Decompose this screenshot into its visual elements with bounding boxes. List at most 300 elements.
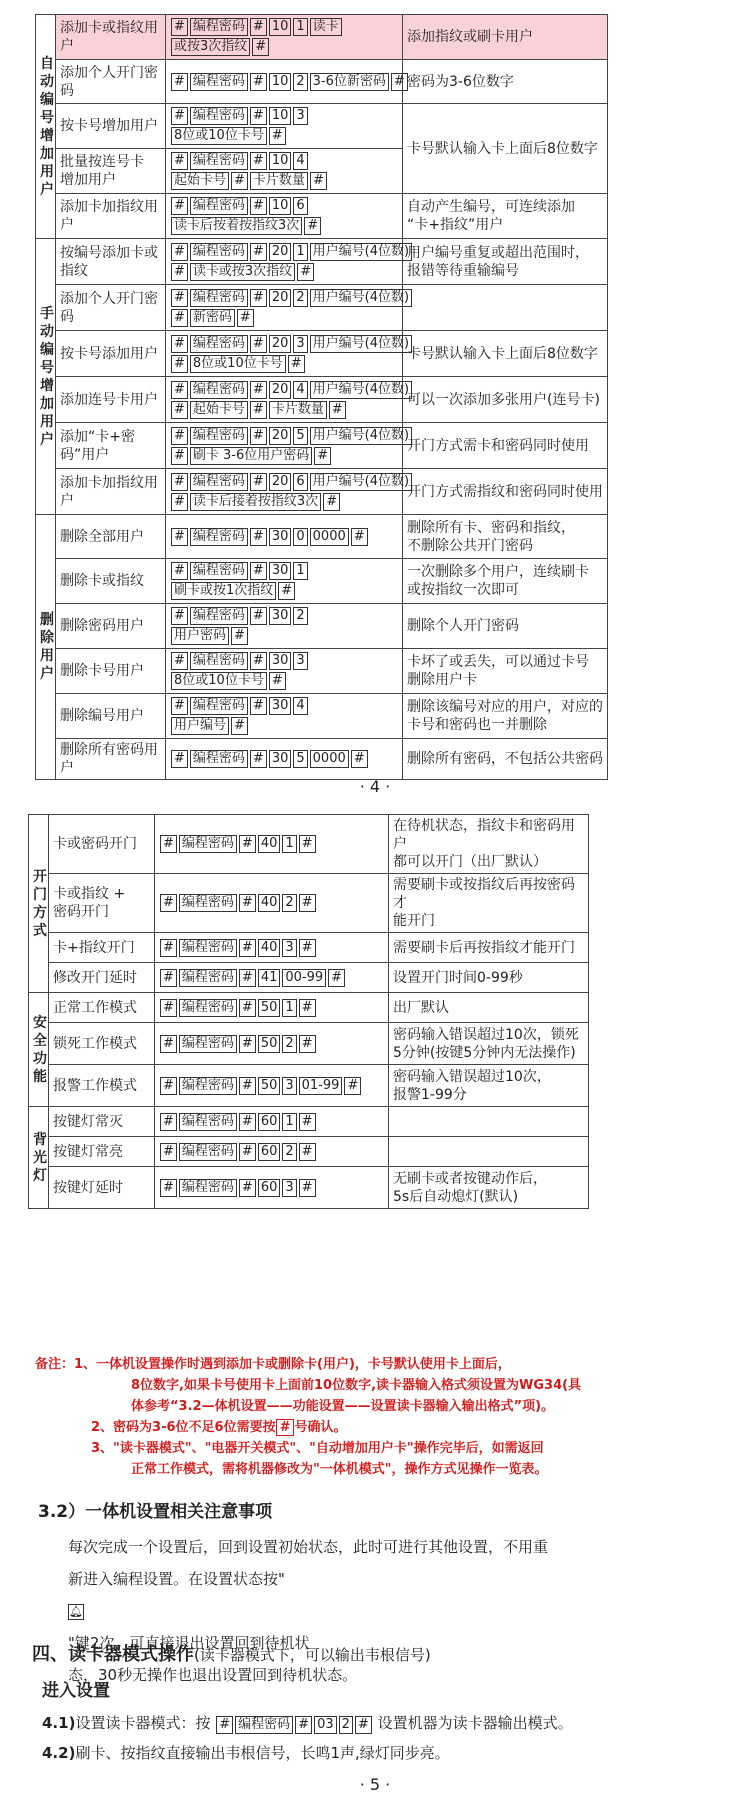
key-box: #: [160, 1179, 177, 1197]
key-box: #: [239, 1143, 256, 1161]
key-sequence: [166, 239, 410, 285]
row-description-text: 开门方式需卡和密码同时使用: [407, 437, 589, 454]
key-sequence: [166, 285, 410, 331]
key-box: #: [171, 355, 188, 373]
bell-key-icon: 🔔︎: [69, 1604, 83, 1618]
key-box: 5: [293, 427, 307, 445]
row-label-text: 卡或指纹 + 密码开门: [53, 886, 126, 920]
row-description-text: 无刷卡或者按键动作后， 5s后自动熄灯(默认): [393, 1170, 547, 1205]
key-box: 40: [258, 939, 281, 957]
table-row: [29, 993, 589, 1023]
key-box: 30: [269, 562, 292, 580]
row-description: [389, 1137, 589, 1167]
key-box: #: [288, 355, 305, 373]
key-box: 刷卡 3-6位用户密码: [190, 447, 312, 465]
row-label: [56, 469, 166, 515]
group-title: [36, 15, 56, 239]
key-sequence: [166, 60, 403, 104]
key-box: #: [231, 627, 248, 645]
key-box: 或按3次指纹: [171, 38, 250, 56]
key-box: 读卡或按3次指纹: [190, 263, 295, 281]
key-sequence-line: [170, 651, 398, 671]
key-box: 30: [269, 607, 292, 625]
key-sequence-line: [170, 696, 398, 716]
key-box: 30: [269, 750, 292, 768]
note-line-5: 3、"读卡器模式"、"电器开关模式"、"自动增加用户卡"操作完毕后，如需返回: [91, 1441, 544, 1456]
key-box: #: [250, 607, 267, 625]
section-3-2-line-2: 新进入编程设置。在设置状态按" 🔔︎ "键2次，可直接退出设置回到待机状: [68, 1570, 310, 1652]
row-description-text: 删除所有卡、密码和指纹， 不删除公共开门密码: [407, 519, 575, 554]
key-box: 0000: [310, 750, 349, 768]
key-box: 编程密码: [190, 473, 248, 491]
key-box: #: [239, 894, 256, 912]
key-box: 编程密码: [190, 607, 248, 625]
row-description-text: 密码输入错误超过10次， 报警1-99分: [393, 1068, 551, 1103]
key-box: 1: [282, 999, 296, 1017]
group-title-text: 删 除 用 户: [40, 612, 54, 682]
row-description: [403, 377, 608, 423]
key-box: #: [323, 493, 340, 511]
group-title: [29, 815, 49, 993]
key-box: #: [231, 172, 248, 190]
row-label-text: 添加“卡+密码”用户: [60, 428, 135, 463]
table-row: [36, 194, 608, 239]
command-table-door-settings: [28, 814, 589, 1209]
key-box: #: [160, 1113, 177, 1131]
key-box: #: [160, 1077, 177, 1095]
key-box: #: [299, 1179, 316, 1197]
key-sequence: [155, 874, 389, 933]
row-description: [403, 194, 608, 239]
key-box: 20: [269, 381, 292, 399]
key-box: 编程密码: [190, 152, 248, 170]
row-label: [56, 423, 166, 469]
key-box: #: [299, 939, 316, 957]
key-box: 50: [258, 1035, 281, 1053]
key-box: 3: [282, 939, 296, 957]
row-description: [389, 933, 589, 963]
table-row: [36, 423, 608, 469]
key-box: #: [171, 381, 188, 399]
key-box: 编程密码: [190, 335, 248, 353]
row-label: [56, 694, 166, 739]
key-sequence: [166, 149, 403, 194]
page-number: · 5 ·: [359, 1775, 391, 1794]
row-label-text: 报警工作模式: [53, 1077, 137, 1094]
key-box: 1: [293, 243, 307, 261]
key-box: #: [171, 152, 188, 170]
key-box: #: [239, 1113, 256, 1131]
row-description-text: 自动产生编号，可连续添加 “卡+指纹”用户: [407, 199, 575, 233]
key-box: 编程密码: [190, 652, 248, 670]
key-sequence-line: [159, 1178, 384, 1198]
key-box: #: [304, 217, 321, 235]
key-box: #: [314, 447, 331, 465]
key-box: 60: [258, 1113, 281, 1131]
table-row: [36, 377, 608, 423]
key-box: 00-99: [282, 969, 326, 987]
key-box: 8位或10位卡号: [171, 127, 267, 145]
table-row: [29, 1065, 589, 1107]
key-box: 10: [269, 18, 292, 36]
key-sequence-line: [159, 968, 384, 988]
key-box: 50: [258, 1077, 281, 1095]
row-label: [49, 874, 155, 933]
key-box: 6: [293, 197, 307, 215]
key-box: 用户编号(4位数): [310, 335, 412, 353]
key-box: #: [250, 652, 267, 670]
key-box: #: [239, 969, 256, 987]
row-description-text: 一次删除多个用户，连续刷卡 或按指纹一次即可: [407, 564, 589, 598]
row-description-text: 卡号默认输入卡上面后8位数字: [407, 140, 598, 157]
row-label: [49, 815, 155, 874]
row-label: [49, 933, 155, 963]
key-box: 1: [293, 18, 307, 36]
key-box: #: [160, 969, 177, 987]
key-box: 编程密码: [190, 18, 248, 36]
row-label: [56, 15, 166, 60]
key-box: 40: [258, 835, 281, 853]
key-sequence-line: [170, 196, 398, 216]
row-description-text: 删除所有密码，不包括公共密码: [407, 751, 603, 767]
key-box: 2: [293, 607, 307, 625]
note-line-1: 备注：1、一体机设置操作时遇到添加卡或删除卡(用户)，卡号默认使用卡上面后，: [35, 1357, 511, 1372]
key-box: #: [171, 652, 188, 670]
table-row: [29, 815, 589, 874]
key-sequence-line: [159, 893, 384, 913]
key-box: 60: [258, 1179, 281, 1197]
key-box: #: [250, 381, 267, 399]
row-description: [403, 60, 608, 104]
table-row: [29, 1023, 589, 1065]
key-box: 编程密码: [190, 427, 248, 445]
key-box: 编程密码: [179, 1179, 237, 1197]
key-box: 20: [269, 335, 292, 353]
key-sequence-line: [170, 426, 410, 446]
key-sequence-line: [170, 17, 398, 37]
key-box: 6: [293, 473, 307, 491]
key-box: 读卡后按着按指纹3次: [171, 217, 302, 235]
key-sequence: [155, 815, 389, 874]
section-3-2-line-1: 每次完成一个设置后，回到设置初始状态，此时可进行其他设置，不用重: [68, 1538, 549, 1556]
row-label: [56, 285, 166, 331]
key-box: 编程密码: [235, 1716, 293, 1734]
table-row: [36, 285, 608, 331]
group-title-text: 安 全 功 能: [33, 1014, 47, 1085]
key-box: 1: [282, 1113, 296, 1131]
key-sequence-line: [170, 671, 398, 691]
row-description-text: 密码输入错误超过10次，锁死 5分钟(按键5分钟内无法操作): [393, 1026, 579, 1061]
section-4-2: 4.2)刷卡、按指纹直接输出韦根信号，长鸣1声,绿灯同步亮。: [42, 1744, 450, 1762]
table-row: [36, 694, 608, 739]
key-box: #: [171, 73, 188, 91]
section-3-2-line-3: 态，30秒无操作也退出设置回到待机状态。: [68, 1666, 358, 1684]
row-description: [389, 963, 589, 993]
key-sequence-line: [170, 606, 398, 626]
key-sequence-line: [170, 37, 398, 57]
key-box: #: [171, 263, 188, 281]
row-description: [403, 331, 608, 377]
row-description-text: 删除该编号对应的用户，对应的 卡号和密码也一并删除: [407, 699, 603, 733]
key-box: #: [171, 427, 188, 445]
key-box: #: [295, 1716, 312, 1734]
key-box: 编程密码: [190, 697, 248, 715]
group-title: [36, 515, 56, 780]
key-sequence-line: [170, 262, 398, 282]
key-box: 4: [293, 152, 307, 170]
key-box: 编程密码: [190, 197, 248, 215]
key-box: 读卡: [310, 18, 342, 36]
table-row: [29, 1107, 589, 1137]
key-box: 编程密码: [179, 1035, 237, 1053]
key-sequence-line: [170, 492, 398, 512]
key-box: 20: [269, 243, 292, 261]
key-sequence-line: [170, 126, 398, 146]
key-box: 2: [293, 289, 307, 307]
key-box: #: [171, 289, 188, 307]
row-label: [56, 60, 166, 104]
row-description-text: 删除个人开门密码: [407, 618, 519, 634]
row-description: [403, 15, 608, 60]
key-box: #: [299, 1035, 316, 1053]
key-box: 3: [293, 652, 307, 670]
key-box: 30: [269, 652, 292, 670]
key-box: 10: [269, 197, 292, 215]
row-label-text: 添加卡加指纹用户: [60, 199, 158, 233]
key-box: 5: [293, 750, 307, 768]
row-label-text: 删除编号用户: [60, 708, 144, 724]
key-box: 60: [258, 1143, 281, 1161]
row-label-text: 卡+指纹开门: [53, 939, 135, 956]
row-label: [56, 559, 166, 604]
key-box: 用户编号: [171, 717, 229, 735]
key-sequence: [166, 559, 403, 604]
key-box: 2: [293, 73, 307, 91]
group-title: [29, 993, 49, 1107]
key-box: 4: [293, 697, 307, 715]
key-sequence: [166, 377, 410, 423]
key-sequence-line: [170, 472, 410, 492]
key-sequence: [166, 694, 403, 739]
key-box: #: [250, 335, 267, 353]
table-row: [36, 559, 608, 604]
key-box: 2: [339, 1716, 353, 1734]
table-row: [36, 331, 608, 377]
table-row: [29, 1137, 589, 1167]
section-4-heading: 四、读卡器模式操作(读卡器模式下，可以输出韦根信号): [32, 1644, 431, 1665]
key-box: 编程密码: [179, 999, 237, 1017]
key-box: #: [171, 473, 188, 491]
key-sequence-line: [170, 446, 398, 466]
key-box: 用户编号(4位数): [310, 427, 412, 445]
key-box: #: [171, 243, 188, 261]
key-box: #: [160, 835, 177, 853]
key-box: 10: [269, 73, 292, 91]
key-sequence-line: [170, 400, 398, 420]
key-box: 1: [282, 835, 296, 853]
key-box: #: [344, 1077, 361, 1095]
key-sequence-line: [159, 998, 384, 1018]
key-box: 编程密码: [179, 939, 237, 957]
key-box: #: [250, 73, 267, 91]
key-box: #: [171, 750, 188, 768]
row-description: [389, 1167, 589, 1209]
key-box: 编程密码: [179, 1143, 237, 1161]
key-box: 4: [293, 381, 307, 399]
row-label-text: 删除密码用户: [60, 618, 144, 634]
row-description: [403, 649, 608, 694]
key-box: 40: [258, 894, 281, 912]
key-box: #: [171, 528, 188, 546]
key-box: 30: [269, 528, 292, 546]
key-box: #: [239, 1077, 256, 1095]
row-label-text: 按键灯常亮: [53, 1143, 123, 1160]
key-sequence: [155, 1137, 389, 1167]
key-box: 编程密码: [190, 528, 248, 546]
key-box: #: [250, 528, 267, 546]
section-4-1: 4.1)设置读卡器模式：按 # 编程密码 # 03 2 # 设置机器为读卡器输出模式。: [42, 1714, 573, 1732]
row-label: [56, 739, 166, 780]
key-sequence: [155, 933, 389, 963]
row-label: [49, 993, 155, 1023]
key-box: #: [252, 38, 269, 56]
key-box: #: [160, 894, 177, 912]
key-box: 编程密码: [190, 73, 248, 91]
key-sequence-line: [170, 581, 398, 601]
key-box: #: [171, 335, 188, 353]
key-box: #: [171, 493, 188, 511]
key-box: #: [391, 73, 408, 91]
key-sequence-line: [159, 1112, 384, 1132]
key-sequence-line: [159, 938, 384, 958]
key-box: #: [329, 401, 346, 419]
key-box: #: [351, 528, 368, 546]
row-description: [403, 739, 608, 780]
key-box: #: [160, 1143, 177, 1161]
table-row: [36, 239, 608, 285]
table-row: [36, 604, 608, 649]
row-label: [56, 649, 166, 694]
key-box: 8位或10位卡号: [190, 355, 286, 373]
key-box: #: [299, 999, 316, 1017]
key-box: 用户编号(4位数): [310, 381, 412, 399]
table-row: [36, 60, 608, 104]
table-row: [36, 739, 608, 780]
key-sequence-line: [159, 834, 384, 854]
key-sequence: [166, 331, 410, 377]
key-box: #: [171, 401, 188, 419]
row-label-text: 添加连号卡用户: [60, 391, 158, 408]
row-label-text: 添加卡或指纹用户: [60, 20, 158, 54]
key-sequence-line: [170, 288, 410, 308]
key-sequence: [166, 194, 403, 239]
row-label: [56, 149, 166, 194]
row-label: [49, 1107, 155, 1137]
row-label: [56, 194, 166, 239]
row-description-text: 卡坏了或丢失，可以通过卡号 删除用户卡: [407, 654, 589, 688]
row-label-text: 添加卡加指纹用户: [60, 474, 158, 509]
row-description: [403, 239, 608, 285]
row-label-text: 删除所有密码用户: [60, 742, 158, 776]
row-description: [403, 694, 608, 739]
key-sequence-line: [170, 626, 398, 646]
row-description: [403, 423, 608, 469]
key-box: #: [250, 152, 267, 170]
key-box: #: [160, 1035, 177, 1053]
row-label-text: 按卡号添加用户: [60, 345, 158, 362]
key-box: #: [231, 717, 248, 735]
key-box: #: [250, 107, 267, 125]
key-box: 卡片数量: [250, 172, 308, 190]
table-row: [36, 469, 608, 515]
key-box: 2: [282, 1035, 296, 1053]
key-sequence-line: [170, 716, 398, 736]
key-box: #: [299, 835, 316, 853]
key-box: #: [171, 447, 188, 465]
key-sequence: [166, 649, 403, 694]
group-title-text: 开 门 方 式: [33, 868, 47, 939]
row-description: [389, 1023, 589, 1065]
row-label: [56, 239, 166, 285]
key-sequence-line: [170, 308, 398, 328]
key-box: #: [250, 401, 267, 419]
note-line-3: 体参考“3.2—体机设置——功能设置——设置读卡器输入输出格式”项)。: [131, 1399, 555, 1414]
key-box: 编程密码: [179, 969, 237, 987]
row-description: [403, 469, 608, 515]
group-title-text: 手 动 编 号 增 加 用 户: [40, 305, 54, 448]
row-description-text: 在待机状态，指纹卡和密码用户 都可以开门（出厂默认）: [393, 818, 575, 870]
table-row: [29, 1167, 589, 1209]
key-box: 编程密码: [179, 1077, 237, 1095]
key-box: #: [239, 999, 256, 1017]
key-box: #: [239, 835, 256, 853]
key-box: #: [171, 309, 188, 327]
row-description-text: 需要刷卡或按指纹后再按密码才 能开门: [393, 877, 575, 929]
key-box: 新密码: [190, 309, 235, 327]
row-description: [389, 1107, 589, 1137]
row-label: [56, 377, 166, 423]
key-box: #: [171, 697, 188, 715]
key-sequence-line: [170, 151, 398, 171]
row-description: [389, 993, 589, 1023]
note-line-2: 8位数字,如果卡号使用卡上面前10位数字,读卡器输入格式须设置为WG34(具: [131, 1378, 582, 1393]
key-sequence-line: [170, 72, 405, 92]
row-label-text: 锁死工作模式: [53, 1035, 137, 1052]
row-description-text: 可以一次添加多张用户(连号卡): [407, 391, 600, 408]
row-description-text: 需要刷卡后再按指纹才能开门: [393, 939, 575, 956]
row-label-text: 添加个人开门密码: [60, 290, 158, 325]
key-sequence-line: [170, 527, 398, 547]
key-box: #: [171, 18, 188, 36]
key-sequence-line: [170, 749, 398, 769]
key-box: 卡片数量: [269, 401, 327, 419]
key-box: #: [239, 1035, 256, 1053]
key-box: #: [171, 562, 188, 580]
key-box: #: [237, 309, 254, 327]
key-box: 0000: [310, 528, 349, 546]
key-box: #: [351, 750, 368, 768]
key-box: #: [239, 1179, 256, 1197]
row-label-text: 删除卡或指纹: [60, 573, 144, 589]
command-table-user-management: [35, 14, 608, 780]
row-label-text: 删除卡号用户: [60, 663, 144, 679]
row-label-text: 删除全部用户: [60, 528, 144, 545]
key-sequence: [155, 1107, 389, 1137]
key-box: #: [328, 969, 345, 987]
key-box: #: [239, 939, 256, 957]
key-box: #: [171, 197, 188, 215]
section-3-2-heading: 3.2）一体机设置相关注意事项: [38, 1502, 273, 1522]
